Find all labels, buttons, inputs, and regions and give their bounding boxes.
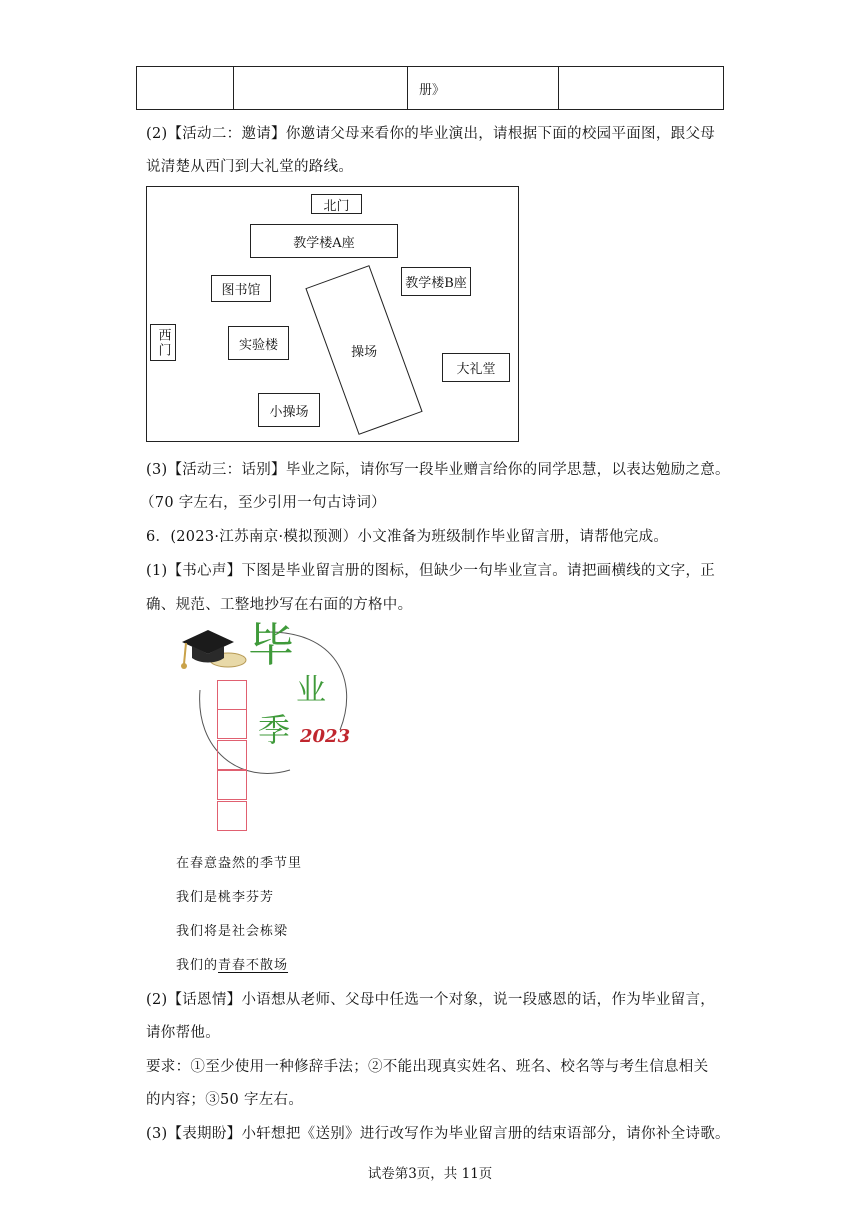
writing-grid-cell[interactable] bbox=[217, 680, 247, 710]
q6-heading: 6．(2023·江苏南京·模拟预测）小文准备为班级制作毕业留言册，请帮他完成。 bbox=[146, 529, 669, 545]
map-teaching-b: 教学楼B座 bbox=[401, 267, 471, 296]
writing-grid-cell[interactable] bbox=[217, 770, 247, 800]
logo-char-industry: 业 bbox=[296, 673, 326, 708]
page-footer: 试卷第3页，共 11页 bbox=[367, 1166, 493, 1182]
q6-2-line1 bbox=[146, 988, 715, 1009]
q6-3-text1: 小轩想把《送别》进行改写作为毕业留言册的结束语部分，请你补全诗歌。 bbox=[241, 1126, 730, 1142]
q6-1-text1: 下图是毕业留言册的图标，但缺少一句毕业宣言。请把画横线的文字，正 bbox=[241, 563, 716, 579]
q3-text1: 毕业之际，请你写一段毕业赠言给你的同学思慧，以表达勉励之意。 bbox=[285, 462, 730, 478]
top-table bbox=[136, 66, 724, 110]
q3-label: (3)【活动三：话别】 bbox=[146, 462, 286, 478]
table-cell-text: 册》 bbox=[419, 83, 446, 98]
q6-1-text2: 确、规范、工整地抄写在右面的方格中。 bbox=[146, 597, 413, 613]
logo-char-graduate: 毕 bbox=[248, 618, 294, 672]
q2-label: (2)【活动二：邀请】 bbox=[146, 126, 286, 142]
map-auditorium: 大礼堂 bbox=[442, 353, 510, 382]
q2-text1: 你邀请父母来看你的毕业演出，请根据下面的校园平面图，跟父母 bbox=[285, 126, 716, 142]
q6-3-line1 bbox=[146, 1122, 730, 1143]
q6-1-line1 bbox=[146, 559, 715, 580]
q3-line1 bbox=[146, 458, 730, 479]
map-small-playground: 小操场 bbox=[258, 393, 320, 427]
graduation-logo bbox=[170, 620, 370, 840]
graduation-cap-icon bbox=[176, 626, 248, 676]
q6-2-text1: 小语想从老师、父母中任选一个对象，说一段感恩的话，作为毕业留言， bbox=[241, 992, 716, 1008]
map-west-gate: 西门 bbox=[150, 324, 176, 361]
campus-map bbox=[146, 186, 519, 442]
logo-char-season: 季 bbox=[258, 711, 291, 749]
q6-1-label: (1)【书心声】 bbox=[146, 563, 242, 579]
poem-line4-underlined: 青春不散场 bbox=[218, 958, 289, 973]
q2-line1 bbox=[146, 122, 715, 143]
map-north-gate: 北门 bbox=[311, 194, 362, 214]
writing-grid-cell[interactable] bbox=[217, 709, 247, 739]
q2-text2: 说清楚从西门到大礼堂的路线。 bbox=[146, 159, 354, 175]
writing-grid-cell[interactable] bbox=[217, 740, 247, 770]
poem-line4-prefix: 我们的 bbox=[176, 958, 219, 973]
q6-2-text2: 请你帮他。 bbox=[146, 1025, 220, 1041]
map-teaching-a: 教学楼A座 bbox=[250, 224, 398, 258]
table-divider bbox=[558, 67, 559, 109]
poem-line3: 我们将是社会栋梁 bbox=[176, 924, 289, 939]
poem-line1: 在春意盎然的季节里 bbox=[176, 856, 303, 871]
logo-year: 2023 bbox=[300, 726, 351, 747]
map-playground-label: 操场 bbox=[350, 344, 378, 360]
map-lab: 实验楼 bbox=[228, 326, 289, 360]
poem-line4 bbox=[176, 954, 288, 973]
table-divider bbox=[407, 67, 408, 109]
q6-2-requirements2: 的内容；③50 字左右。 bbox=[146, 1092, 304, 1108]
q6-3-label: (3)【表期盼】 bbox=[146, 1126, 242, 1142]
q6-2-label: (2)【话恩情】 bbox=[146, 992, 242, 1008]
writing-grid-cell[interactable] bbox=[217, 801, 247, 831]
q6-2-requirements1: 要求：①至少使用一种修辞手法；②不能出现真实姓名、班名、校名等与考生信息相关 bbox=[146, 1059, 709, 1075]
map-library: 图书馆 bbox=[211, 275, 271, 302]
poem-line2: 我们是桃李芬芳 bbox=[176, 890, 275, 905]
q3-text2: （70 字左右，至少引用一句古诗词） bbox=[140, 495, 386, 511]
table-divider bbox=[233, 67, 234, 109]
